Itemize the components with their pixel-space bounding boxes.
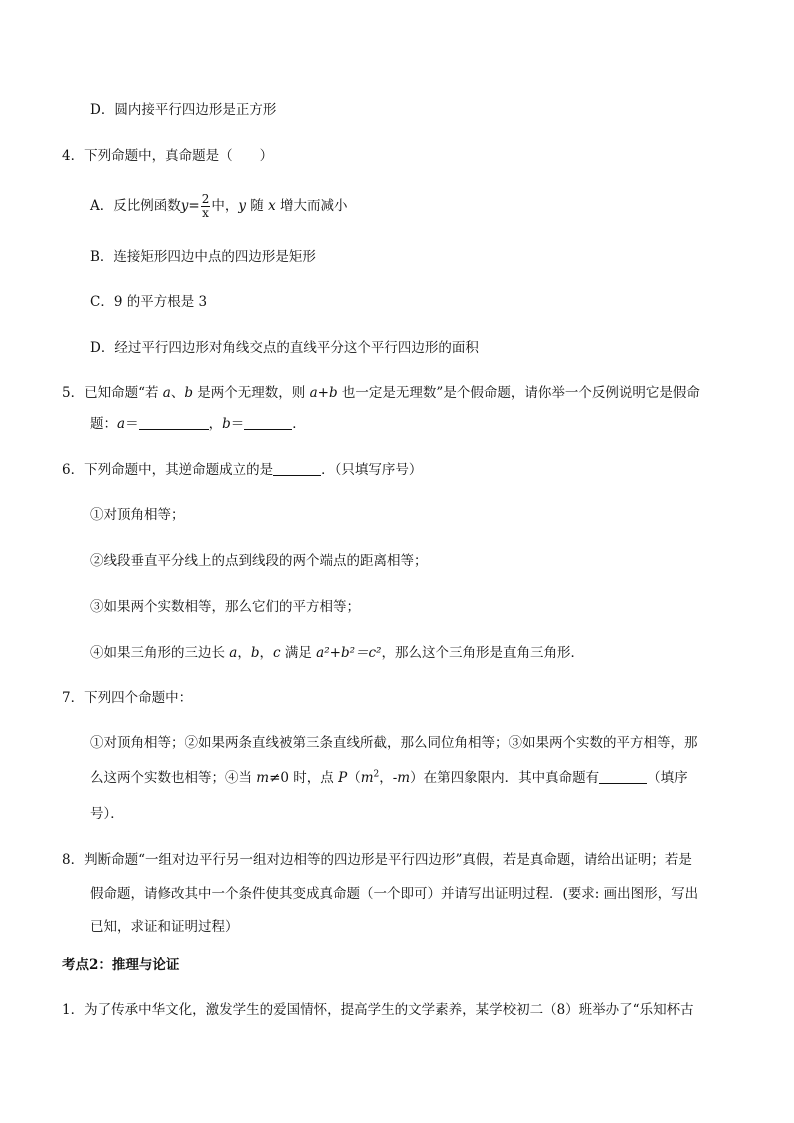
q7-var-m-3: m xyxy=(397,770,411,786)
q7-point-p: P xyxy=(338,770,348,786)
q5-equals-a: ＝ xyxy=(125,416,139,432)
q6-var-b: b xyxy=(250,645,260,661)
q5-text-a: 5．已知命题“若 xyxy=(62,385,163,401)
q5-var-a-2: a xyxy=(117,416,126,432)
q6-var-c: c xyxy=(273,645,281,661)
q4-option-d: D．经过平行四边形对角线交点的直线平分这个平行四边形的面积 xyxy=(90,340,479,356)
q4-stem: 4．下列命题中，真命题是（ ） xyxy=(62,148,274,164)
q4-var-y-2: y xyxy=(238,198,246,214)
q5-text-d: 题： xyxy=(90,416,117,432)
q5-line-2 xyxy=(90,414,306,434)
q4-option-a-suffix: 增大而减小 xyxy=(275,198,348,214)
q7-exponent: 2 xyxy=(373,769,380,780)
q5-text-b: 是两个无理数，则 xyxy=(193,385,310,401)
q4-var-x: x xyxy=(268,198,276,214)
fraction-denominator: x xyxy=(202,206,209,220)
q4-option-a xyxy=(90,193,348,220)
q8-line-3: 已知，求证和证明过程） xyxy=(90,919,239,935)
q5-var-b-2: b xyxy=(222,416,231,432)
q5-period: ． xyxy=(292,416,306,432)
q6-item-2: ②线段垂直平分线上的点到线段的两个端点的距离相等； xyxy=(90,553,428,569)
q7-line-2 xyxy=(90,768,688,788)
q6-stem-suffix: ．（只填写序号） xyxy=(321,462,423,478)
q5-var-b: b xyxy=(184,385,194,401)
q4-var-y: y xyxy=(180,198,189,214)
q8-line-1: 8．判断命题“一组对边平行另一组对边相等的四边形是平行四边形”真假，若是真命题，请给出证明；若是 xyxy=(62,852,692,868)
q5-var-a: a xyxy=(162,385,171,401)
answer-blank-q6[interactable] xyxy=(273,461,321,476)
q6-item-3: ③如果两个实数相等，那么它们的平方相等； xyxy=(90,599,360,615)
q5-text-c: 也一定是无理数”是个假命题，请你举一个反例说明它是假命 xyxy=(337,385,700,401)
q3-option-d: D．圆内接平行四边形是正方形 xyxy=(90,102,277,118)
q7-stem: 7．下列四个命题中： xyxy=(62,690,193,706)
fraction-2-over-x xyxy=(201,193,211,220)
q6-item-1: ①对顶角相等； xyxy=(90,507,185,523)
q7-var-m: m xyxy=(256,770,270,786)
q5-equals-b: ＝ xyxy=(230,416,245,432)
q6-var-a: a xyxy=(229,645,238,661)
q7-text-d: （填序 xyxy=(647,770,688,786)
answer-blank-q7[interactable] xyxy=(599,769,647,784)
q6-item-4-text: ④如果三角形的三边长 xyxy=(90,645,230,661)
q4-option-a-prefix: A．反比例函数 xyxy=(90,198,181,214)
q6-item-4-suffix: ，那么这个三角形是直角三角形． xyxy=(381,645,584,661)
q6-comma-2: ， xyxy=(259,645,274,661)
section-heading: 考点2：推理与论证 xyxy=(62,957,180,973)
q6-item-4 xyxy=(90,643,584,663)
q6-stem xyxy=(62,460,422,480)
q7-line-3: 号）． xyxy=(90,806,124,822)
q8-line-2: 假命题，请修改其中一个条件使其变成真命题（一个即可）并请写出证明过程．(要求: 画出图形，写出 xyxy=(90,886,699,902)
q5-sep: 、 xyxy=(170,385,185,401)
answer-blank-a[interactable] xyxy=(139,415,209,430)
q5-line-1 xyxy=(62,383,700,403)
q7-text-c: ）在第四象限内．其中真命题有 xyxy=(410,770,600,786)
q6-stem-text: 6．下列命题中，其逆命题成立的是 xyxy=(62,462,274,478)
q6-item-4-mid: 满足 xyxy=(280,645,317,661)
q4-equals: = xyxy=(188,198,200,214)
q7-coord-sep: ，- xyxy=(379,770,398,786)
q4-option-a-mid2: 随 xyxy=(245,198,269,214)
q7-line-1: ①对顶角相等；②如果两条直线被第三条直线所截，那么同位角相等；③如果两个实数的平方相等，那 xyxy=(90,735,698,751)
q5-comma: ， xyxy=(208,416,223,432)
q6-comma-1: ， xyxy=(237,645,251,661)
q7-paren-open: （ xyxy=(347,770,361,786)
answer-blank-b[interactable] xyxy=(244,415,292,430)
q7-text-a: 么这两个实数也相等；④当 xyxy=(90,770,257,786)
fraction-numerator: 2 xyxy=(201,192,210,206)
q4-option-a-mid: 中， xyxy=(211,198,239,214)
q4-option-b: B．连接矩形四边中点的四边形是矩形 xyxy=(90,249,316,265)
p1-line-1: 1．为了传承中华文化，激发学生的爱国情怀，提高学生的文学素养，某学校初二（8）班举办了“乐知杯古 xyxy=(62,1002,694,1018)
q7-text-b: ≠0 时，点 xyxy=(269,770,339,786)
q6-pythagorean-equation: a²+b²＝c² xyxy=(316,645,382,661)
q7-var-m-2: m xyxy=(360,770,374,786)
q4-option-c: C．9 的平方根是 3 xyxy=(90,294,208,310)
q5-expr-a-plus-b: a+b xyxy=(309,385,338,401)
